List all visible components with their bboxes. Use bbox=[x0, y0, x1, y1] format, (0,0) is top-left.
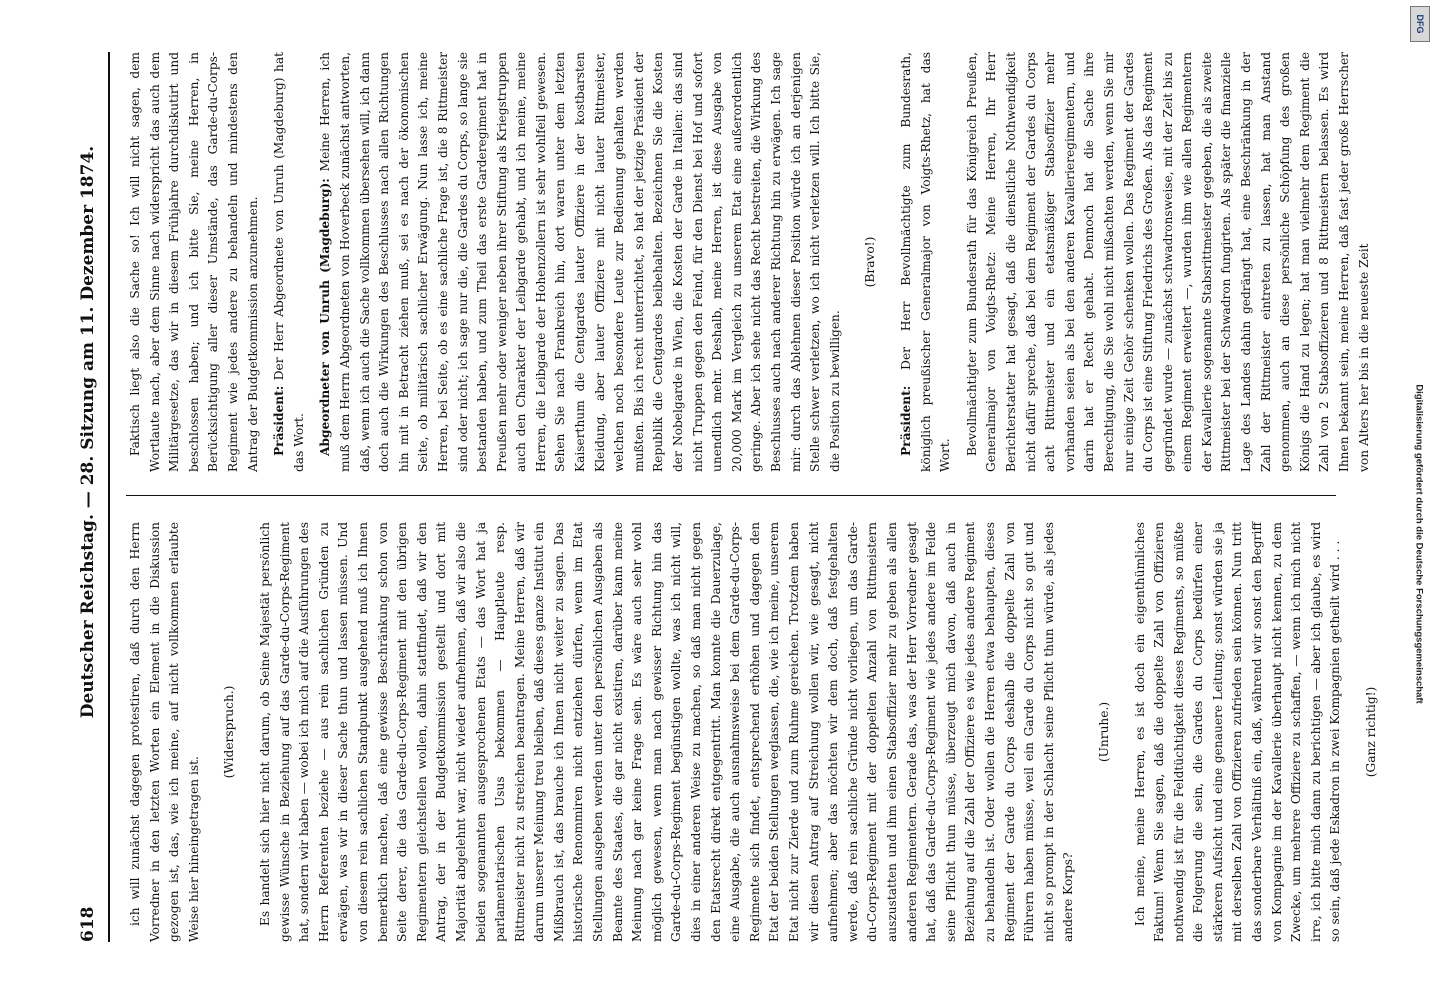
speaker-paragraph bbox=[316, 52, 845, 472]
speech-text: Der Herr Bevollmächtigte zum Bundesrath, königlich preußischer Generalmajor von Voigts-Rhetz, hat das Wort. bbox=[898, 51, 953, 472]
speaker-paragraph bbox=[270, 52, 309, 472]
paragraph: Faktisch liegt also die Sache so! Ich will nicht sagen, dem Wortlaute nach, aber dem Sinne nach widerspricht das auch dem Militärgesetze, das wir in diesem Frühjahre durchdiskutirt und beschlossen haben; und ich bitte Sie, meine Herren, in Berücksichtigung aller dieser Umstände, das Garde-du-Corps-Regiment wie jedes andere zu behandeln und mindestens den Antrag der Budgetkommission anzunehmen. bbox=[128, 52, 260, 472]
interjection: (Ganz richtig!) bbox=[1364, 686, 1379, 778]
interjection: (Bravo!) bbox=[863, 236, 878, 288]
speaker-label: Präsident: bbox=[272, 385, 287, 456]
speech-text: Meine Herren, ich muß dem Herrn Abgeordneten von Hoverbeck zunächst antworten, daß, wenn ich auch die Sache vollkommen übersehen will, ich dann doch auch die Wirkungen des Beschlusses nach allen Richtungen hin mit in Betracht ziehen muß, sei es nach der ökonomischen Seite, ob militärisch sachlicher Erwägung. Nun lasse ich, meine Herren, bei Seite, ob es eine sachliche Frage ist, die 8 Rittmeister sind oder nicht; ich sage nur die, die Gardes du Corps, so lange sie bestanden haben, und zum Theil das erste Garderegiment hat in Preußen mehr oder weniger neben ihrer Stiftung als Kriegstruppen auch den Charakter der Leibgarde gehabt, und ich meine, meine Herren, die Leibgarde der Hohenzollern ist sehr wohlfeil gewesen. Sehen Sie nach Frankreich hin, dort waren unter dem letzten Kaiserthum die Centgardes lauter Offiziere in der kostbarsten Kleidung, aber lauter Offiziere mit nicht lauter Rittmeister, welchen noch besondere Leute zur Bedienung gehalten werden mußten. Bis ich recht unterrichtet, so hat der jetzige Präsident der Republik die Centgardes beibehalten. Bezeichnen Sie die Kosten der Nobelgarde in Wien, die Kosten der Garde in Italien: das sind nicht Truppen gegen den Feind, für den Dienst bei Hof und sofort unendlich mehr. Deshalb, meine Herren, ist diese Ausgabe von 20,000 Mark im Vergleich zu unserem Etat eine außerordentlich geringe. Aber ich sehe nicht das Recht bestreiten, die Wirkung des Beschlusses auch nach anderer Richtung hin zu erwägen. Ich sage mir: durch das Ablehnen dieser Position würde ich an derjenigen Stelle schwer verletzen, wo ich nicht verletzen will. Ich bitte Sie, die Position zu bewilligen. bbox=[318, 52, 842, 472]
dfg-logo-text: DFG bbox=[1415, 14, 1425, 34]
page-header bbox=[78, 52, 118, 942]
speech-text: Der Herr Abgeordnete von Unruh (Magdeburg) hat das Wort. bbox=[272, 52, 306, 472]
rotated-page bbox=[26, 20, 1406, 980]
paragraph: Ich meine, meine Herren, es ist doch ein eigenthümliches Faktum! Wenn Sie sagen, daß die doppelte Zahl von Offizieren nothwendig ist für die Feldtüchtigkeit dieses Regiments, so müßte die Folgerung die sein, die Gardes du Corps bedürfen einer stärkeren Aufsicht und eine genauere Leitung; sonst würden sie ja mit derselben Zahl von Offizieren zufrieden sein können. Nun tritt das sonderbare Verhältniß ein, daß, während wir sonst den Begriff von Kompagnie im der Kavallerie überhaupt nicht kennen, zu dem Zwecke, um mehrere Offiziere zu schaffen, — wenn ich mich nicht irre, ich bitte mich dann zu berichtigen — aber ich glaube, es wird so sein, daß jede Eskadron in zwei Kompagnien getheilt wird . . . bbox=[1132, 522, 1343, 942]
document-page bbox=[26, 20, 1406, 980]
paragraph: Es handelt sich hier nicht darum, ob Seine Majestät persönlich gewisse Wünsche in Beziehung auf das Garde-du-Corps-Regiment hat, sondern wir haben — wobei ich mich auf die Ausführungen des Herrn Referenten beziehe — aus rein sachlichen Gründen zu erwägen, was wir in dieser Sache thun und lassen müssen. Und von diesem rein sachlichen Standpunkt ausgehend muß ich Ihnen bemerklich machen, daß eine gewisse Beschränkung schon von Seite derer, die das Garde-du-Corps-Regiment mit den übrigen Regimentern gleichstellen wollen, dahin stattfindet, daß wir den Antrag, der in der Budgetkommission gestellt und dort mit Majorität abgelehnt war, nicht wieder aufnehmen, daß wir also die beiden sogenannten ausgesprochenen Etats — das Wort hat ja parlamentarischen Usus bekommen — Hauptleute resp. Rittmeister nicht zu streichen beantragen. Meine Herren, daß wir darum unserer Meinung treu bleiben, daß dieses ganze Institut ein Mißbrauch ist, das brauche ich Ihnen nicht weiter zu sagen. Das historische Renommiren nicht entziehen dürfen, wenn im Etat Stellungen ausgeben werden unter den persönlichen Ausgaben als Beamte des Staates, die gar nicht existiren, darüber kann meine Meinung nach gar keine Frage sein. Es wäre auch sehr wohl möglich gewesen, wenn man nach gewisser Richtung hin das Garde-du-Corps-Regiment begünstigen wollte, was ich nicht will, dies in einer anderen Weise zu machen, so daß man nicht gegen den Etatsrecht direkt entgegentritt. Man konnte die Dauerzulage, eine Ausgabe, die auch ausnahmsweise bei dem Garde-du-Corps-Regimente sich findet, entsprechend erhöhen und dagegen den Etat der beiden Stellungen weglassen, die, wie ich meine, unserem Etat nicht zur Zierde und zum Ruhme gereichen. Trotzdem haben wir diesen Antrag auf Streichung wollen wir, wie gesagt, nicht aufnehmen; aber das möchten wir dem doch, daß festgehalten werde, daß rein sachliche Gründe nicht vorliegen, um das Garde-du-Corps-Regiment mit der doppelten Anzahl von Rittmeistern auszustatten und ihm einen Stabsoffizier mehr zu geben als allen anderen Regimentern. Gerade das, was der Herr Vorredner gesagt hat, daß das Garde-du-Corps-Regiment wie jedes andere im Felde seine Pflicht thun müsse, überzeugt mich davon, daß auch in Beziehung auf die Zahl der Offiziere es wie jedes andere Regiment zu behandeln ist. Oder wollen die Herren etwa behaupten, dieses Regiment der Garde du Corps deshalb die doppelte Zahl von Führern haben müsse, weil ein Garde du Corps nicht so gut und nicht so prompt in der Schlacht seine Pflicht thun würde, als jedes andere Korps? bbox=[257, 522, 1076, 942]
funding-credit-strip bbox=[1408, 4, 1430, 996]
interjection: (Unruhe.) bbox=[1096, 701, 1111, 763]
paragraph: ich will zunächst dagegen protestiren, daß durch den Herrn Vorredner in den letzten Worten ein Element in die Diskussion gezogen ist, das, wie ich meine, auf nicht vollkommen erlaubte Weise hier hineingetragen ist. bbox=[128, 522, 201, 942]
speaker-label: Präsident: bbox=[898, 385, 913, 456]
funding-credit-text: Digitalisierung gefördert durch die Deutsche Forschungsgemeinschaft bbox=[1413, 384, 1425, 704]
page-number: 618 bbox=[78, 906, 98, 942]
interjection: (Widerspruch.) bbox=[222, 685, 237, 779]
speaker-name: Abgeordneter von Unruh (Magdeburg): bbox=[318, 178, 333, 456]
paragraph: Bevollmächtigter zum Bundesrath für das Königreich Preußen, Generalmajor von Voigts-Rhetz: Meine Herren, Ihr Herr Berichterstatter hat gesagt, daß die dienstliche Nothwendigkeit nicht dafür spreche, daß bei dem Regiment der Gardes du Corps acht Rittmeister und ein etatsmäßiger Stabsoffizier mehr vorhanden seien als bei den anderen Kavallerieregimentern, und darin hat er Recht gehabt. Dennoch hat die Sache ihre Berechtigung, die Sie wohl nicht mißachten werden, wenn Sie mir nur einige Zeit Gehör schenken wollen. Das Regiment der Gardes du Corps ist eine Stiftung Friedrichs des Großen. Als das Regiment gegründet wurde — zunächst schwadronsweise, mit der Zeit bis zu einem Regiment erweitert —, wurden ihm wie allen Regimentern der Kavallerie sogenannte Stabsrittmeister gegeben, die als zweite Rittmeister bei der Schwadron fungirten. Als später die finanzielle Lage des Landes dahin gedrängt hat, eine Beschränkung in der Zahl der Rittmeister eintreten zu lassen, hat man Anstand genommen, auch an diese persönliche Schöpfung des großen Königs die Hand zu legen; hat man vielmehr dem Regiment die Zahl von 2 Stabsoffizieren und 8 Rittmeistern belassen. Es wird Ihnen bekannt sein, meine Herren, daß fast jeder große Herrscher von Alters her bis in die neueste Zeit bbox=[964, 52, 1371, 472]
right-column bbox=[126, 51, 1371, 472]
speaker-paragraph bbox=[897, 52, 956, 472]
dfg-logo-icon bbox=[1410, 6, 1430, 42]
header-rule bbox=[108, 52, 110, 942]
running-title: Deutscher Reichstag. — 28. Sitzung am 11. Dezember 1874. bbox=[78, 145, 98, 719]
column-divider bbox=[126, 495, 1336, 496]
left-column bbox=[126, 522, 1379, 942]
